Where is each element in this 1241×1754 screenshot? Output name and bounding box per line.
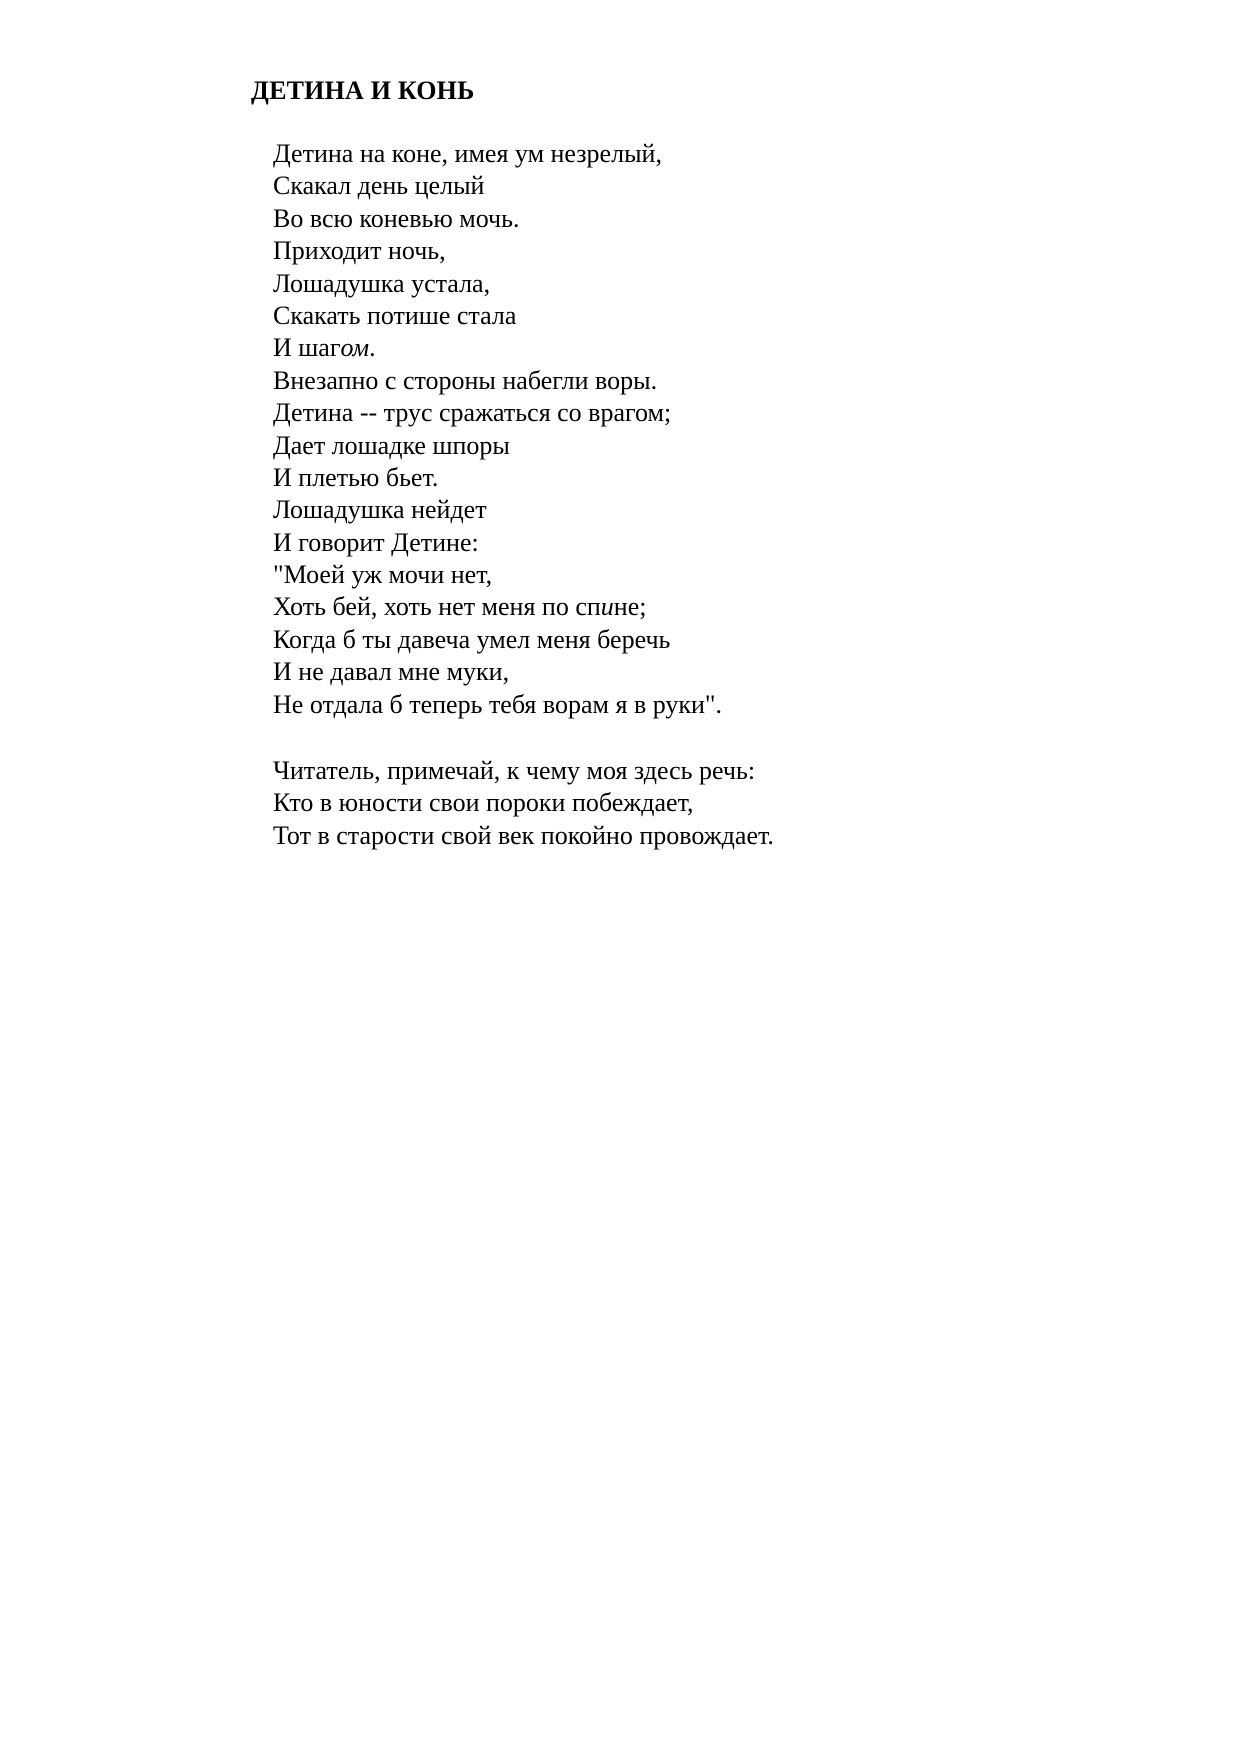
- poem-line: Кто в юности свои пороки побеждает,: [273, 788, 694, 818]
- poem-line: Лошадушка устала,: [273, 268, 491, 298]
- poem-title: ДЕТИНА И КОНЬ: [251, 76, 475, 105]
- poem-line: Когда б ты давеча умел меня беречь: [273, 624, 671, 654]
- poem-line: "Моей уж мочи нет,: [273, 560, 493, 590]
- poem-line: Читатель, примечай, к чему моя здесь речь:: [273, 756, 756, 785]
- text-fragment: И шаг: [273, 333, 341, 363]
- poem-line: Детина на коне, имея ум незрелый,: [273, 139, 662, 168]
- poem-line: Детина -- трус сражаться со врагом;: [273, 398, 672, 428]
- text-fragment: не;: [613, 592, 647, 622]
- poem-line: Скакать потише стала: [273, 300, 517, 330]
- poem-line: Не отдала б теперь тебя ворам я в руки".: [273, 689, 723, 719]
- poem-line: И говорит Детине:: [273, 527, 479, 557]
- stress-mark: и: [600, 592, 614, 622]
- poem-line-stressed: [273, 332, 722, 364]
- poem-line: Тот в старости свой век покойно провождает.: [273, 820, 774, 850]
- text-fragment: Хоть бей, хоть нет меня по сп: [273, 592, 601, 622]
- poem-line: И не давал мне муки,: [273, 657, 510, 687]
- poem-line: И плетью бьет.: [273, 462, 439, 492]
- poem-line: Лошадушка нейдет: [273, 495, 487, 525]
- stanza-2-moral: [273, 755, 774, 852]
- stress-mark: ом: [340, 333, 370, 363]
- poem-line-stressed: [273, 591, 722, 623]
- poem-line: Внезапно с стороны набегли воры.: [273, 365, 658, 395]
- stanza-1: [273, 138, 722, 721]
- text-fragment: .: [369, 333, 376, 363]
- poem-line: Скакал день целый: [273, 171, 485, 201]
- poem-line: Приходит ночь,: [273, 236, 446, 266]
- poem-line: Дает лошадке шпоры: [273, 430, 510, 460]
- poem-line: Во всю коневью мочь.: [273, 203, 520, 233]
